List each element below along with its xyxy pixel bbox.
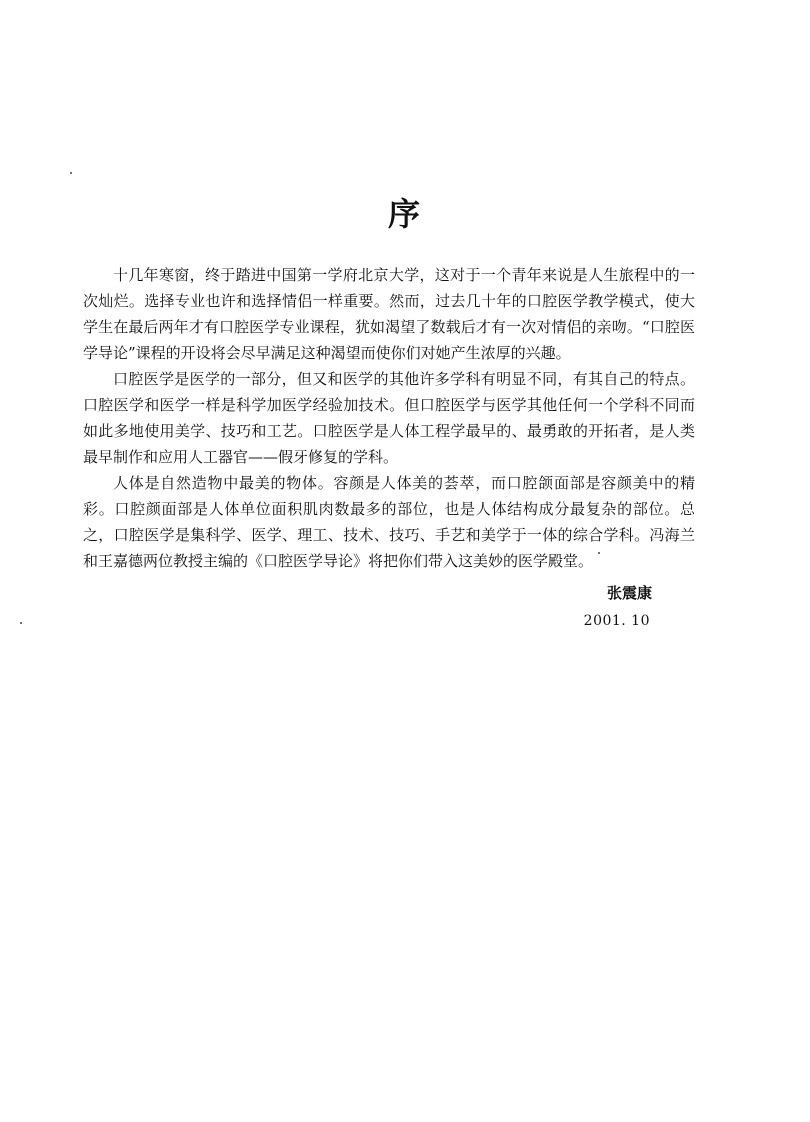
- scan-speck: [598, 552, 600, 554]
- paragraph-1: 十几年寒窗，终于踏进中国第一学府北京大学，这对于一个青年来说是人生旅程中的一次灿烂。选择专业也许和选择情侣一样重要。然而，过去几十年的口腔医学教学模式，使大学生在最后两年才有口腔医学专业课程，犹如渴望了数载后才有一次对情侣的亲吻。“口腔医学导论”课程的开设将会尽早满足这种渴望而使你们对她产生浓厚的兴趣。: [83, 266, 695, 362]
- paragraph-2: 口腔医学是医学的一部分，但又和医学的其他许多学科有明显不同，有其自己的特点。口腔医学和医学一样是科学加医学经验加技术。但口腔医学与医学其他任何一个学科不同而如此多地使用美学、技巧和工艺。口腔医学是人体工程学最早的、最勇敢的开拓者，是人类最早制作和应用人工器官——假牙修复的学科。: [83, 370, 695, 466]
- preface-body: [83, 262, 695, 574]
- scan-speck: [70, 172, 72, 174]
- paragraph-3: 人体是自然造物中最美的物体。容颜是人体美的荟萃，而口腔颌面部是容颜美中的精彩。口腔颜面部是人体单位面积肌肉数最多的部位，也是人体结构成分最复杂的部位。总之，口腔医学是集科学、医学、理工、技术、技巧、手艺和美学于一体的综合学科。冯海兰和王嘉德两位教授主编的《口腔医学导论》将把你们带入这美妙的医学殿堂。: [83, 474, 695, 570]
- signature-date: 2001. 10: [583, 613, 650, 629]
- preface-title: 序: [387, 195, 422, 233]
- author-signature: 张震康: [606, 584, 652, 602]
- scan-speck: [20, 622, 22, 624]
